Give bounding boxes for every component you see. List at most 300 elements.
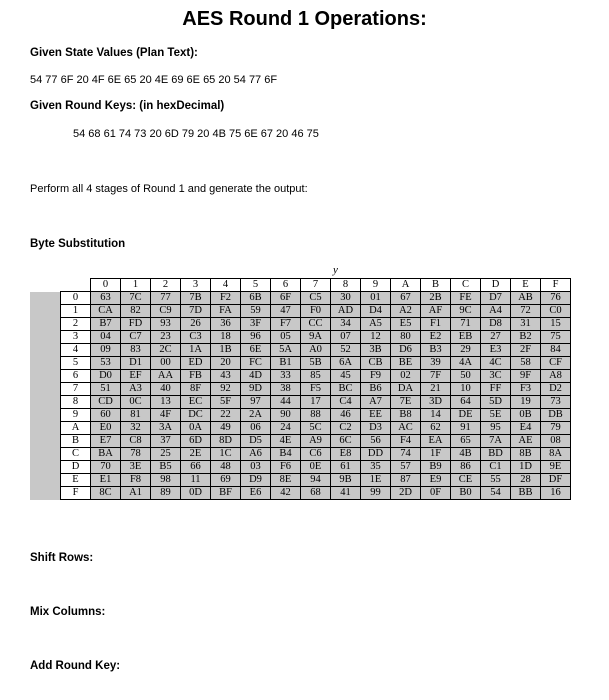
sbox-cell: A6: [241, 448, 271, 461]
sbox-row: [30, 318, 571, 331]
sbox-column-header: B: [421, 279, 451, 292]
sbox-cell: 03: [241, 461, 271, 474]
sbox-cell: F3: [511, 383, 541, 396]
sbox-cell: C8: [121, 435, 151, 448]
sbox-cell: 19: [511, 396, 541, 409]
sbox-cell: A2: [391, 305, 421, 318]
sbox-column-header: 0: [91, 279, 121, 292]
sbox-cell: 10: [451, 383, 481, 396]
sbox-cell: 95: [481, 422, 511, 435]
sbox-row-header: 1: [61, 305, 91, 318]
sbox-cell: C0: [541, 305, 571, 318]
sbox-cell: 3D: [421, 396, 451, 409]
sbox-row-header: A: [61, 422, 91, 435]
sbox-cell: 69: [211, 474, 241, 487]
sbox-cell: 76: [541, 292, 571, 305]
sbox-cell: 8D: [211, 435, 241, 448]
sbox-cell: 86: [451, 461, 481, 474]
sbox-cell: 9A: [301, 331, 331, 344]
sbox-row-header: B: [61, 435, 91, 448]
sbox-cell: 20: [211, 357, 241, 370]
sbox-cell: 7D: [181, 305, 211, 318]
sbox-gutter: [30, 409, 61, 422]
sbox-cell: 40: [151, 383, 181, 396]
sbox-cell: AC: [391, 422, 421, 435]
sbox-table: [30, 278, 571, 500]
sbox-cell: 70: [91, 461, 121, 474]
sbox-cell: AE: [511, 435, 541, 448]
sbox-column-header: A: [391, 279, 421, 292]
sbox-cell: C1: [481, 461, 511, 474]
sbox-cell: 60: [91, 409, 121, 422]
sbox-cell: 02: [391, 370, 421, 383]
sbox-cell: E5: [391, 318, 421, 331]
sbox-cell: 22: [211, 409, 241, 422]
sbox-cell: C9: [151, 305, 181, 318]
sbox-cell: AA: [151, 370, 181, 383]
sbox-cell: 9C: [451, 305, 481, 318]
sbox-cell: 84: [541, 344, 571, 357]
sbox-cell: 5F: [211, 396, 241, 409]
sbox-cell: 13: [151, 396, 181, 409]
sbox-gutter: [30, 396, 61, 409]
sbox-cell: B5: [151, 461, 181, 474]
sbox-cell: 3F: [241, 318, 271, 331]
add-round-key-heading: Add Round Key:: [30, 660, 121, 672]
sbox-cell: D4: [361, 305, 391, 318]
sbox-cell: 16: [541, 487, 571, 500]
sbox-cell: 89: [151, 487, 181, 500]
sbox-cell: AD: [331, 305, 361, 318]
sbox-column-header: 6: [271, 279, 301, 292]
sbox-cell: 04: [91, 331, 121, 344]
sbox-cell: 1D: [511, 461, 541, 474]
round-keys-value: 54 68 61 74 73 20 6D 79 20 4B 75 6E 67 20 46 75: [73, 128, 319, 140]
sbox-cell: CE: [451, 474, 481, 487]
sbox-cell: FF: [481, 383, 511, 396]
sbox-cell: 93: [151, 318, 181, 331]
sbox-cell: CD: [91, 396, 121, 409]
sbox-row: [30, 448, 571, 461]
sbox-cell: 4E: [271, 435, 301, 448]
sbox-cell: 43: [211, 370, 241, 383]
sbox-cell: DB: [541, 409, 571, 422]
sbox-cell: E6: [241, 487, 271, 500]
sbox-cell: E7: [91, 435, 121, 448]
sbox-cell: EC: [181, 396, 211, 409]
sbox-cell: 65: [451, 435, 481, 448]
mix-columns-heading: Mix Columns:: [30, 606, 106, 618]
sbox-cell: 87: [391, 474, 421, 487]
sbox-row-header: F: [61, 487, 91, 500]
sbox-column-header: 9: [361, 279, 391, 292]
sbox-cell: 55: [481, 474, 511, 487]
sbox-cell: D9: [241, 474, 271, 487]
sbox-cell: D8: [481, 318, 511, 331]
sbox-cell: EE: [361, 409, 391, 422]
sbox-row: [30, 409, 571, 422]
sbox-column-header: 4: [211, 279, 241, 292]
sbox-cell: D0: [91, 370, 121, 383]
sbox-cell: 39: [421, 357, 451, 370]
sbox-cell: C5: [301, 292, 331, 305]
sbox-cell: CA: [91, 305, 121, 318]
sbox-cell: 6B: [241, 292, 271, 305]
sbox-cell: 27: [481, 331, 511, 344]
sbox-cell: 07: [331, 331, 361, 344]
sbox-cell: 5C: [301, 422, 331, 435]
sbox-cell: CC: [301, 318, 331, 331]
sbox-gutter: [30, 383, 61, 396]
sbox-cell: E1: [91, 474, 121, 487]
sbox-cell: EA: [421, 435, 451, 448]
sbox-cell: 00: [151, 357, 181, 370]
sbox-cell: 9D: [241, 383, 271, 396]
sbox-cell: DA: [391, 383, 421, 396]
sbox-cell: 38: [271, 383, 301, 396]
sbox-cell: 8B: [511, 448, 541, 461]
sbox-cell: 5D: [481, 396, 511, 409]
sbox-cell: 83: [121, 344, 151, 357]
sbox-cell: 98: [151, 474, 181, 487]
page-title: AES Round 1 Operations:: [182, 8, 427, 30]
sbox-gutter: [30, 318, 61, 331]
sbox-cell: D3: [361, 422, 391, 435]
sbox-cell: C2: [331, 422, 361, 435]
sbox-cell: 0A: [181, 422, 211, 435]
sbox-cell: 68: [301, 487, 331, 500]
sbox-cell: B8: [391, 409, 421, 422]
sbox-cell: 29: [451, 344, 481, 357]
sbox-column-header: 8: [331, 279, 361, 292]
sbox-cell: 0F: [421, 487, 451, 500]
sbox-gutter: [30, 305, 61, 318]
sbox-row: [30, 487, 571, 500]
sbox-cell: 59: [241, 305, 271, 318]
sbox-gutter: [30, 448, 61, 461]
sbox-cell: 5A: [271, 344, 301, 357]
sbox-cell: 72: [511, 305, 541, 318]
sbox-cell: 0E: [301, 461, 331, 474]
sbox-cell: 36: [211, 318, 241, 331]
sbox-cell: F4: [391, 435, 421, 448]
sbox-cell: 2E: [181, 448, 211, 461]
sbox-row: [30, 292, 571, 305]
sbox-cell: 50: [451, 370, 481, 383]
sbox-cell: F5: [301, 383, 331, 396]
sbox-row-header: 9: [61, 409, 91, 422]
sbox-cell: D1: [121, 357, 151, 370]
sbox-column-header: C: [451, 279, 481, 292]
round-keys-label: Given Round Keys: (in hexDecimal): [30, 100, 225, 112]
sbox-cell: 73: [541, 396, 571, 409]
sbox-cell: 4C: [481, 357, 511, 370]
sbox-row: [30, 422, 571, 435]
sbox-row: [30, 461, 571, 474]
sbox-cell: 91: [451, 422, 481, 435]
sbox-cell: 6E: [241, 344, 271, 357]
sbox-cell: 1A: [181, 344, 211, 357]
byte-substitution-heading: Byte Substitution: [30, 238, 126, 250]
sbox-cell: 51: [91, 383, 121, 396]
sbox-cell: 35: [361, 461, 391, 474]
sbox-cell: 48: [211, 461, 241, 474]
sbox-cell: DE: [451, 409, 481, 422]
sbox-row: [30, 357, 571, 370]
sbox-cell: 9E: [541, 461, 571, 474]
sbox-cell: 24: [271, 422, 301, 435]
sbox-cell: DF: [541, 474, 571, 487]
sbox-cell: 6A: [331, 357, 361, 370]
sbox-row-header: 4: [61, 344, 91, 357]
sbox-cell: BE: [391, 357, 421, 370]
sbox-cell: 12: [361, 331, 391, 344]
sbox-cell: 34: [331, 318, 361, 331]
sbox-cell: 97: [241, 396, 271, 409]
sbox-cell: 0D: [181, 487, 211, 500]
sbox-row-header: 7: [61, 383, 91, 396]
sbox-column-header: 7: [301, 279, 331, 292]
sbox-row: [30, 344, 571, 357]
sbox-cell: 37: [151, 435, 181, 448]
sbox-row-header: 0: [61, 292, 91, 305]
sbox-cell: C6: [301, 448, 331, 461]
sbox-cell: C4: [331, 396, 361, 409]
sbox-row: [30, 370, 571, 383]
sbox-cell: F2: [211, 292, 241, 305]
sbox-cell: FB: [181, 370, 211, 383]
sbox-cell: 81: [121, 409, 151, 422]
sbox-cell: 47: [271, 305, 301, 318]
sbox-cell: 08: [541, 435, 571, 448]
sbox-gutter: [30, 474, 61, 487]
sbox-column-header: 5: [241, 279, 271, 292]
sbox-cell: A9: [301, 435, 331, 448]
sbox-cell: BF: [211, 487, 241, 500]
sbox-row-header: E: [61, 474, 91, 487]
sbox-row: [30, 396, 571, 409]
sbox-cell: 33: [271, 370, 301, 383]
sbox-cell: 56: [361, 435, 391, 448]
sbox-cell: E8: [331, 448, 361, 461]
sbox-gutter: [30, 357, 61, 370]
sbox-cell: 2F: [511, 344, 541, 357]
sbox-cell: DC: [181, 409, 211, 422]
sbox-gutter: [30, 487, 61, 500]
sbox-cell: FD: [121, 318, 151, 331]
sbox-cell: F6: [271, 461, 301, 474]
sbox-cell: 96: [241, 331, 271, 344]
sbox-cell: 58: [511, 357, 541, 370]
shift-rows-heading: Shift Rows:: [30, 552, 94, 564]
sbox-cell: 4B: [451, 448, 481, 461]
sbox-cell: 21: [421, 383, 451, 396]
sbox-cell: 71: [451, 318, 481, 331]
sbox-cell: 6C: [331, 435, 361, 448]
sbox-cell: A1: [121, 487, 151, 500]
sbox-gutter: [30, 292, 61, 305]
sbox-cell: FE: [451, 292, 481, 305]
sbox-cell: 66: [181, 461, 211, 474]
sbox-cell: FC: [241, 357, 271, 370]
sbox-cell: 23: [151, 331, 181, 344]
sbox-cell: E3: [481, 344, 511, 357]
sbox-cell: D5: [241, 435, 271, 448]
sbox-cell: BC: [331, 383, 361, 396]
sbox-cell: ED: [181, 357, 211, 370]
sbox-cell: 90: [271, 409, 301, 422]
sbox-cell: A7: [361, 396, 391, 409]
sbox-cell: 9F: [511, 370, 541, 383]
sbox-column-header: E: [511, 279, 541, 292]
sbox-cell: 62: [421, 422, 451, 435]
sbox-cell: 3B: [361, 344, 391, 357]
sbox-cell: EB: [451, 331, 481, 344]
sbox-cell: 5B: [301, 357, 331, 370]
sbox-cell: 32: [121, 422, 151, 435]
sbox-cell: F0: [301, 305, 331, 318]
sbox-cell: 46: [331, 409, 361, 422]
sbox-cell: 1F: [421, 448, 451, 461]
sbox-cell: B4: [271, 448, 301, 461]
sbox-cell: B7: [91, 318, 121, 331]
sbox-cell: 64: [451, 396, 481, 409]
sbox-row-header: 8: [61, 396, 91, 409]
given-state-label: Given State Values (Plan Text):: [30, 47, 198, 59]
sbox-cell: A4: [481, 305, 511, 318]
sbox-cell: 6F: [271, 292, 301, 305]
sbox-cell: 5E: [481, 409, 511, 422]
sbox-gutter: [30, 422, 61, 435]
sbox-row-header: C: [61, 448, 91, 461]
sbox-cell: BD: [481, 448, 511, 461]
sbox-cell: 14: [421, 409, 451, 422]
sbox-cell: 18: [211, 331, 241, 344]
sbox-cell: 11: [181, 474, 211, 487]
sbox-row: [30, 305, 571, 318]
sbox-cell: 28: [511, 474, 541, 487]
sbox-cell: B2: [511, 331, 541, 344]
sbox-row-header: D: [61, 461, 91, 474]
sbox-cell: 09: [91, 344, 121, 357]
sbox-cell: A3: [121, 383, 151, 396]
sbox-cell: 41: [331, 487, 361, 500]
sbox-cell: C7: [121, 331, 151, 344]
sbox-cell: 1B: [211, 344, 241, 357]
sbox-cell: E4: [511, 422, 541, 435]
sbox-cell: 8E: [271, 474, 301, 487]
sbox-cell: 7A: [481, 435, 511, 448]
sbox-corner-cell: [61, 279, 91, 292]
sbox-cell: 75: [541, 331, 571, 344]
sbox-cell: 9B: [331, 474, 361, 487]
sbox-gutter: [30, 435, 61, 448]
sbox-cell: 53: [91, 357, 121, 370]
sbox-cell: 4D: [241, 370, 271, 383]
sbox-cell: 30: [331, 292, 361, 305]
sbox-cell: 6D: [181, 435, 211, 448]
sbox-cell: 3C: [481, 370, 511, 383]
sbox-cell: D2: [541, 383, 571, 396]
sbox-row: [30, 474, 571, 487]
sbox-column-header: 2: [151, 279, 181, 292]
sbox-row-header: 5: [61, 357, 91, 370]
sbox-gutter: [30, 461, 61, 474]
sbox-cell: E2: [421, 331, 451, 344]
sbox-cell: 3A: [151, 422, 181, 435]
sbox-cell: EF: [121, 370, 151, 383]
sbox-cell: 7F: [421, 370, 451, 383]
sbox-cell: 49: [211, 422, 241, 435]
sbox-cell: 94: [301, 474, 331, 487]
sbox-cell: CF: [541, 357, 571, 370]
sbox-cell: 52: [331, 344, 361, 357]
sbox-cell: AB: [511, 292, 541, 305]
sbox-cell: A0: [301, 344, 331, 357]
sbox-gutter: [30, 344, 61, 357]
sbox-y-axis-label: y: [333, 264, 338, 276]
sbox-cell: 3E: [121, 461, 151, 474]
sbox-cell: 17: [301, 396, 331, 409]
sbox-cell: 0C: [121, 396, 151, 409]
sbox-cell: DD: [361, 448, 391, 461]
sbox-cell: 92: [211, 383, 241, 396]
sbox-cell: 77: [151, 292, 181, 305]
sbox-cell: BB: [511, 487, 541, 500]
sbox-cell: B9: [421, 461, 451, 474]
sbox-cell: 06: [241, 422, 271, 435]
sbox-cell: 1C: [211, 448, 241, 461]
sbox-cell: 8C: [91, 487, 121, 500]
sbox-cell: 80: [391, 331, 421, 344]
sbox-cell: 05: [271, 331, 301, 344]
sbox-cell: 2C: [151, 344, 181, 357]
sbox-row-header: 3: [61, 331, 91, 344]
sbox-column-header: 3: [181, 279, 211, 292]
sbox-cell: 54: [481, 487, 511, 500]
sbox-cell: 7B: [181, 292, 211, 305]
sbox-cell: A5: [361, 318, 391, 331]
sbox-cell: 4A: [451, 357, 481, 370]
sbox-cell: CB: [361, 357, 391, 370]
sbox-cell: 78: [121, 448, 151, 461]
sbox-cell: B0: [451, 487, 481, 500]
sbox-row: [30, 383, 571, 396]
sbox-gutter: [30, 370, 61, 383]
sbox-column-header: F: [541, 279, 571, 292]
sbox-cell: E0: [91, 422, 121, 435]
sbox-cell: 26: [181, 318, 211, 331]
sbox-cell: D6: [391, 344, 421, 357]
sbox-cell: 4F: [151, 409, 181, 422]
sbox-cell: B1: [271, 357, 301, 370]
sbox-cell: 85: [301, 370, 331, 383]
sbox-cell: 82: [121, 305, 151, 318]
sbox-cell: A8: [541, 370, 571, 383]
sbox-cell: 61: [331, 461, 361, 474]
sbox-row: [30, 331, 571, 344]
sbox-corner-blank: [30, 279, 61, 292]
sbox-cell: B3: [421, 344, 451, 357]
sbox-row: [30, 435, 571, 448]
sbox-cell: 67: [391, 292, 421, 305]
sbox-cell: 7C: [121, 292, 151, 305]
sbox-cell: E9: [421, 474, 451, 487]
sbox-cell: C3: [181, 331, 211, 344]
sbox-cell: 8F: [181, 383, 211, 396]
sbox-cell: D7: [481, 292, 511, 305]
sbox-cell: 2A: [241, 409, 271, 422]
